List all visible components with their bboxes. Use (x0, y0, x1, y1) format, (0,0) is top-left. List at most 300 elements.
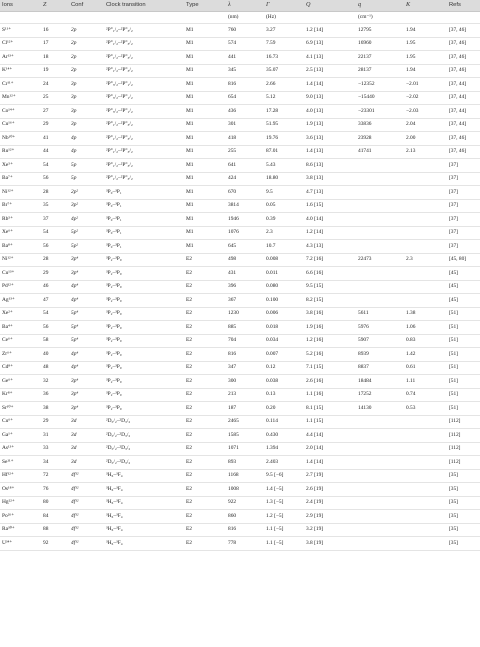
cell-q-factor: 2.7 [19] (302, 469, 354, 483)
cell-k (402, 213, 445, 227)
cell-q-factor: 6.6 [16] (302, 267, 354, 281)
cell-refs: [37] (445, 186, 480, 200)
cell-conf: 3p² (67, 199, 102, 213)
cell-q-sensitivity (354, 294, 402, 308)
cell-refs: [45] (445, 294, 480, 308)
cell-refs: [37] (445, 213, 480, 227)
cell-type: M1 (182, 51, 224, 65)
cell-conf: 3p⁴ (67, 375, 102, 389)
cell-lambda: 1230 (224, 307, 262, 321)
cell-type: M1 (182, 105, 224, 119)
cell-gamma: 0.018 (262, 321, 302, 335)
cell-lambda: 367 (224, 294, 262, 308)
cell-type: E2 (182, 253, 224, 267)
cell-refs: [51] (445, 348, 480, 362)
table-row (0, 37, 480, 51)
cell-clock-transition: ³H₆–³F₄ (102, 523, 182, 537)
cell-z: 32 (39, 375, 67, 389)
units-row (0, 12, 480, 24)
table-row (0, 64, 480, 78)
cell-q-factor: 1.2 [14] (302, 226, 354, 240)
cell-lambda: 574 (224, 37, 262, 51)
cell-q-sensitivity: 14130 (354, 402, 402, 416)
cell-gamma: 0.034 (262, 334, 302, 348)
cell-k: 1.95 (402, 51, 445, 65)
cell-lambda: 704 (224, 334, 262, 348)
cell-refs: [35] (445, 483, 480, 497)
cell-q-sensitivity (354, 537, 402, 551)
cell-z: 54 (39, 159, 67, 173)
cell-lambda: 760 (224, 24, 262, 38)
cell-clock-transition: ³P₀–³P₁ (102, 186, 182, 200)
cell-lambda: 670 (224, 186, 262, 200)
cell-ion: Kr⁸⁺ (0, 388, 39, 402)
cell-type: E2 (182, 294, 224, 308)
cell-conf: 4p⁴ (67, 348, 102, 362)
cell-clock-transition: ³P₂–³P₀ (102, 321, 182, 335)
header-conf: Conf (67, 0, 102, 12)
cell-z: 38 (39, 402, 67, 416)
cell-k: 2.3 (402, 253, 445, 267)
table-row (0, 199, 480, 213)
cell-q-sensitivity (354, 510, 402, 524)
table-row (0, 510, 480, 524)
cell-z: 54 (39, 226, 67, 240)
cell-clock-transition: ³H₆–³F₄ (102, 496, 182, 510)
cell-k (402, 186, 445, 200)
cell-gamma: 3.27 (262, 24, 302, 38)
cell-gamma: 2.403 (262, 456, 302, 470)
cell-z: 54 (39, 307, 67, 321)
unit-lambda: (nm) (224, 12, 262, 24)
cell-refs: [37] (445, 159, 480, 173)
cell-type: M1 (182, 91, 224, 105)
cell-ion: Cu¹³⁺ (0, 267, 39, 281)
table-row (0, 280, 480, 294)
cell-gamma: 0.114 (262, 415, 302, 429)
cell-clock-transition: ³H₆–³F₄ (102, 469, 182, 483)
cell-conf: 3p (67, 78, 102, 92)
cell-type: M1 (182, 132, 224, 146)
header-q-sensitivity: q (354, 0, 402, 12)
cell-type: M1 (182, 64, 224, 78)
cell-k: 2.13 (402, 145, 445, 159)
cell-k: −2.03 (402, 105, 445, 119)
cell-k (402, 483, 445, 497)
cell-type: M1 (182, 24, 224, 38)
cell-ion: Rb⁵⁺ (0, 213, 39, 227)
cell-clock-transition: ³P₀–³P₁ (102, 226, 182, 240)
cell-refs: [45] (445, 267, 480, 281)
cell-k (402, 267, 445, 281)
cell-conf: 2p (67, 37, 102, 51)
cell-z: 28 (39, 186, 67, 200)
cell-lambda: 885 (224, 321, 262, 335)
cell-q-sensitivity (354, 469, 402, 483)
cell-clock-transition: ³P₂–³P₀ (102, 375, 182, 389)
unit-ion (0, 12, 39, 24)
cell-gamma: 0.038 (262, 375, 302, 389)
cell-ion: Hg²²⁺ (0, 496, 39, 510)
cell-k (402, 226, 445, 240)
cell-clock-transition: ³P₀–³P₁ (102, 199, 182, 213)
cell-conf: 4p (67, 132, 102, 146)
cell-ion: Ni¹²⁺ (0, 253, 39, 267)
cell-clock-transition: ²P°₁/₂–²P°₃/₂ (102, 172, 182, 186)
cell-refs: [51] (445, 375, 480, 389)
unit-type (182, 12, 224, 24)
cell-ion: Po²⁶⁺ (0, 510, 39, 524)
cell-clock-transition: ³P₂–³P₀ (102, 348, 182, 362)
cell-conf: 3p (67, 91, 102, 105)
header-gamma: Γ (262, 0, 302, 12)
cell-q-factor: 3.2 [19] (302, 523, 354, 537)
cell-ion: Ga¹⁺ (0, 429, 39, 443)
cell-lambda: 3814 (224, 199, 262, 213)
cell-q-sensitivity: −23301 (354, 105, 402, 119)
cell-refs: [51] (445, 307, 480, 321)
cell-refs: [35] (445, 510, 480, 524)
cell-z: 41 (39, 132, 67, 146)
cell-gamma: 51.95 (262, 118, 302, 132)
cell-refs: [112] (445, 456, 480, 470)
cell-k: 0.53 (402, 402, 445, 416)
table-row (0, 402, 480, 416)
unit-refs (445, 12, 480, 24)
cell-refs: [35] (445, 537, 480, 551)
cell-q-factor: 2.6 [16] (302, 375, 354, 389)
cell-k: −2.01 (402, 78, 445, 92)
cell-refs: [112] (445, 429, 480, 443)
cell-lambda: 922 (224, 496, 262, 510)
cell-refs: [37] (445, 226, 480, 240)
cell-refs: [37, 46] (445, 64, 480, 78)
cell-ion: Cd⁸⁺ (0, 361, 39, 375)
cell-gamma: 0.011 (262, 267, 302, 281)
cell-clock-transition: ²P°₁/₂–²P°₃/₂ (102, 64, 182, 78)
unit-k (402, 12, 445, 24)
cell-gamma: 0.080 (262, 280, 302, 294)
cell-conf: 5p⁴ (67, 334, 102, 348)
cell-z: 25 (39, 91, 67, 105)
cell-ion: Nb¹⁰⁺ (0, 132, 39, 146)
cell-q-factor: 3.8 [13] (302, 172, 354, 186)
cell-z: 47 (39, 294, 67, 308)
table-row (0, 159, 480, 173)
cell-q-sensitivity: 22137 (354, 51, 402, 65)
cell-gamma: 0.007 (262, 348, 302, 362)
cell-type: E2 (182, 510, 224, 524)
cell-gamma: 10.7 (262, 240, 302, 254)
cell-type: M1 (182, 199, 224, 213)
cell-q-sensitivity (354, 267, 402, 281)
cell-type: M1 (182, 145, 224, 159)
cell-type: E2 (182, 361, 224, 375)
cell-ion: As¹³⁺ (0, 442, 39, 456)
table-row (0, 496, 480, 510)
cell-q-factor: 1.2 [14] (302, 24, 354, 38)
cell-z: 76 (39, 483, 67, 497)
cell-gamma: 5.12 (262, 91, 302, 105)
cell-q-factor: 1.2 [16] (302, 334, 354, 348)
cell-q-sensitivity (354, 483, 402, 497)
cell-conf: 3p⁴ (67, 253, 102, 267)
cell-type: M1 (182, 78, 224, 92)
cell-lambda: 1946 (224, 213, 262, 227)
table-row (0, 24, 480, 38)
header-lambda: λ (224, 0, 262, 12)
cell-ion: Ni¹²⁺ (0, 186, 39, 200)
cell-gamma: 2.3 (262, 226, 302, 240)
table-row (0, 267, 480, 281)
cell-lambda: 498 (224, 253, 262, 267)
cell-q-sensitivity: 5907 (354, 334, 402, 348)
cell-gamma: 35.07 (262, 64, 302, 78)
cell-lambda: 816 (224, 348, 262, 362)
cell-refs: [35] (445, 469, 480, 483)
cell-z: 16 (39, 24, 67, 38)
cell-refs: [35] (445, 523, 480, 537)
cell-clock-transition: ³H₆–³F₄ (102, 510, 182, 524)
cell-z: 40 (39, 348, 67, 362)
cell-gamma: 87.01 (262, 145, 302, 159)
cell-ion: Cu⁶⁺ (0, 415, 39, 429)
cell-refs: [37] (445, 199, 480, 213)
cell-clock-transition: ³P₂–³P₀ (102, 334, 182, 348)
cell-lambda: 300 (224, 375, 262, 389)
cell-conf: 3d (67, 415, 102, 429)
cell-z: 34 (39, 456, 67, 470)
cell-gamma: 1.4 [−5] (262, 483, 302, 497)
cell-z: 29 (39, 267, 67, 281)
cell-lambda: 396 (224, 280, 262, 294)
cell-q-sensitivity: 41741 (354, 145, 402, 159)
cell-type: E2 (182, 334, 224, 348)
cell-k (402, 159, 445, 173)
cell-q-sensitivity: 28137 (354, 64, 402, 78)
cell-lambda: 255 (224, 145, 262, 159)
cell-q-sensitivity (354, 442, 402, 456)
cell-type: E2 (182, 496, 224, 510)
cell-q-factor: 2.4 [19] (302, 496, 354, 510)
table-row (0, 253, 480, 267)
cell-z: 31 (39, 429, 67, 443)
cell-q-factor: 4.0 [14] (302, 213, 354, 227)
cell-refs: [37, 46] (445, 145, 480, 159)
cell-k (402, 510, 445, 524)
table-row (0, 537, 480, 551)
cell-gamma: 0.008 (262, 253, 302, 267)
cell-lambda: 301 (224, 118, 262, 132)
cell-k (402, 172, 445, 186)
cell-gamma: 19.76 (262, 132, 302, 146)
cell-type: E2 (182, 483, 224, 497)
cell-lambda: 1168 (224, 469, 262, 483)
cell-conf: 4p⁴ (67, 361, 102, 375)
header-clock-transition: Clock transition (102, 0, 182, 12)
cell-lambda: 1071 (224, 442, 262, 456)
cell-conf: 4f¹² (67, 537, 102, 551)
table-row (0, 78, 480, 92)
cell-q-factor: 8.1 [15] (302, 402, 354, 416)
cell-k: 1.94 (402, 24, 445, 38)
cell-ion: Br⁷⁺ (0, 199, 39, 213)
cell-refs: [51] (445, 388, 480, 402)
cell-lambda: 893 (224, 456, 262, 470)
header-z: Z (39, 0, 67, 12)
cell-lambda: 431 (224, 267, 262, 281)
cell-conf: 3d (67, 456, 102, 470)
cell-q-sensitivity: −15440 (354, 91, 402, 105)
cell-conf: 4p⁴ (67, 280, 102, 294)
cell-q-sensitivity (354, 159, 402, 173)
cell-gamma: 0.006 (262, 307, 302, 321)
cell-z: 29 (39, 415, 67, 429)
cell-refs: [51] (445, 361, 480, 375)
cell-k (402, 469, 445, 483)
cell-q-factor: 2.0 [14] (302, 442, 354, 456)
cell-refs: [37] (445, 172, 480, 186)
cell-type: E2 (182, 456, 224, 470)
cell-lambda: 347 (224, 361, 262, 375)
cell-ion: U³⁴⁺ (0, 537, 39, 551)
cell-type: E2 (182, 537, 224, 551)
cell-clock-transition: ²P°₁/₂–²P°₃/₂ (102, 118, 182, 132)
cell-conf: 4f¹² (67, 469, 102, 483)
table-row (0, 132, 480, 146)
cell-q-sensitivity (354, 496, 402, 510)
cell-q-factor: 1.6 [15] (302, 199, 354, 213)
table-row (0, 348, 480, 362)
cell-clock-transition: ²P°₁/₂–²P°₃/₂ (102, 145, 182, 159)
cell-refs: [112] (445, 442, 480, 456)
cell-z: 37 (39, 213, 67, 227)
cell-k: 0.83 (402, 334, 445, 348)
cell-q-factor: 1.9 [16] (302, 321, 354, 335)
cell-z: 27 (39, 105, 67, 119)
table-row (0, 186, 480, 200)
cell-clock-transition: ²P°₁/₂–²P°₃/₂ (102, 132, 182, 146)
cell-type: E2 (182, 442, 224, 456)
cell-q-factor: 4.0 [13] (302, 105, 354, 119)
cell-gamma: 9.5 (262, 186, 302, 200)
table-row (0, 213, 480, 227)
cell-type: M1 (182, 37, 224, 51)
cell-q-factor: 3.8 [19] (302, 537, 354, 551)
cell-lambda: 436 (224, 105, 262, 119)
cell-z: 17 (39, 37, 67, 51)
cell-clock-transition: ²P°₁/₂–²P°₃/₂ (102, 51, 182, 65)
cell-q-sensitivity (354, 429, 402, 443)
cell-clock-transition: ³H₆–³F₄ (102, 483, 182, 497)
cell-gamma: 16.73 (262, 51, 302, 65)
header-ions: Ions (0, 0, 39, 12)
table-row (0, 469, 480, 483)
cell-ion: Zr⁶⁺ (0, 348, 39, 362)
cell-type: E2 (182, 402, 224, 416)
cell-clock-transition: ²P°₃/₂–²P°₁/₂ (102, 105, 182, 119)
cell-ion: Cu¹⁶⁺ (0, 118, 39, 132)
cell-z: 24 (39, 78, 67, 92)
table-row (0, 240, 480, 254)
cell-lambda: 654 (224, 91, 262, 105)
table-row (0, 483, 480, 497)
cell-k (402, 442, 445, 456)
unit-gamma: (Hz) (262, 12, 302, 24)
cell-conf: 4f¹² (67, 483, 102, 497)
cell-z: 35 (39, 199, 67, 213)
cell-clock-transition: ²D₅/₂–²D₃/₂ (102, 415, 182, 429)
cell-q-factor: 9.5 [15] (302, 280, 354, 294)
cell-conf: 4p⁴ (67, 294, 102, 308)
cell-conf: 5p² (67, 226, 102, 240)
cell-clock-transition: ³P₂–³P₀ (102, 402, 182, 416)
cell-k: −2.02 (402, 91, 445, 105)
cell-gamma: 17.28 (262, 105, 302, 119)
cell-gamma: 0.430 (262, 429, 302, 443)
cell-q-sensitivity (354, 213, 402, 227)
cell-ion: Sr¹⁰⁺ (0, 402, 39, 416)
cell-q-sensitivity: 12795 (354, 24, 402, 38)
cell-type: E2 (182, 267, 224, 281)
cell-lambda: 424 (224, 172, 262, 186)
cell-ion: Ru¹²⁺ (0, 145, 39, 159)
cell-z: 72 (39, 469, 67, 483)
cell-ion: Cl¹²⁺ (0, 37, 39, 51)
cell-q-factor: 4.1 [13] (302, 51, 354, 65)
cell-lambda: 645 (224, 240, 262, 254)
cell-z: 58 (39, 334, 67, 348)
cell-ion: Ar¹³⁺ (0, 51, 39, 65)
cell-lambda: 1076 (224, 226, 262, 240)
table-row (0, 523, 480, 537)
cell-gamma: 0.13 (262, 388, 302, 402)
table-row (0, 321, 480, 335)
cell-refs: [51] (445, 334, 480, 348)
cell-refs: [45, 80] (445, 253, 480, 267)
cell-conf: 4p² (67, 213, 102, 227)
cell-type: M1 (182, 159, 224, 173)
cell-ion: Xe⁶⁺ (0, 226, 39, 240)
cell-clock-transition: ³P₀–³P₁ (102, 213, 182, 227)
table-row (0, 145, 480, 159)
cell-k: 0.61 (402, 361, 445, 375)
cell-lambda: 441 (224, 51, 262, 65)
cell-clock-transition: ³P₂–³P₀ (102, 294, 182, 308)
cell-conf: 2p² (67, 186, 102, 200)
cell-type: M1 (182, 240, 224, 254)
cell-gamma: 2.66 (262, 78, 302, 92)
cell-conf: 2p (67, 51, 102, 65)
cell-conf: 3p (67, 118, 102, 132)
cell-clock-transition: ²P°₃/₂–²P°₁/₂ (102, 91, 182, 105)
cell-ion: Os¹⁸⁺ (0, 483, 39, 497)
cell-type: E2 (182, 388, 224, 402)
cell-lambda: 418 (224, 132, 262, 146)
cell-k (402, 415, 445, 429)
cell-k (402, 240, 445, 254)
cell-lambda: 816 (224, 78, 262, 92)
cell-k: 1.42 (402, 348, 445, 362)
cell-refs: [37, 46] (445, 132, 480, 146)
cell-q-sensitivity: −12352 (354, 78, 402, 92)
cell-refs: [45] (445, 280, 480, 294)
cell-lambda: 1585 (224, 429, 262, 443)
cell-refs: [112] (445, 415, 480, 429)
table-row (0, 307, 480, 321)
cell-ion: Ba⁷⁺ (0, 172, 39, 186)
cell-gamma: 18.80 (262, 172, 302, 186)
